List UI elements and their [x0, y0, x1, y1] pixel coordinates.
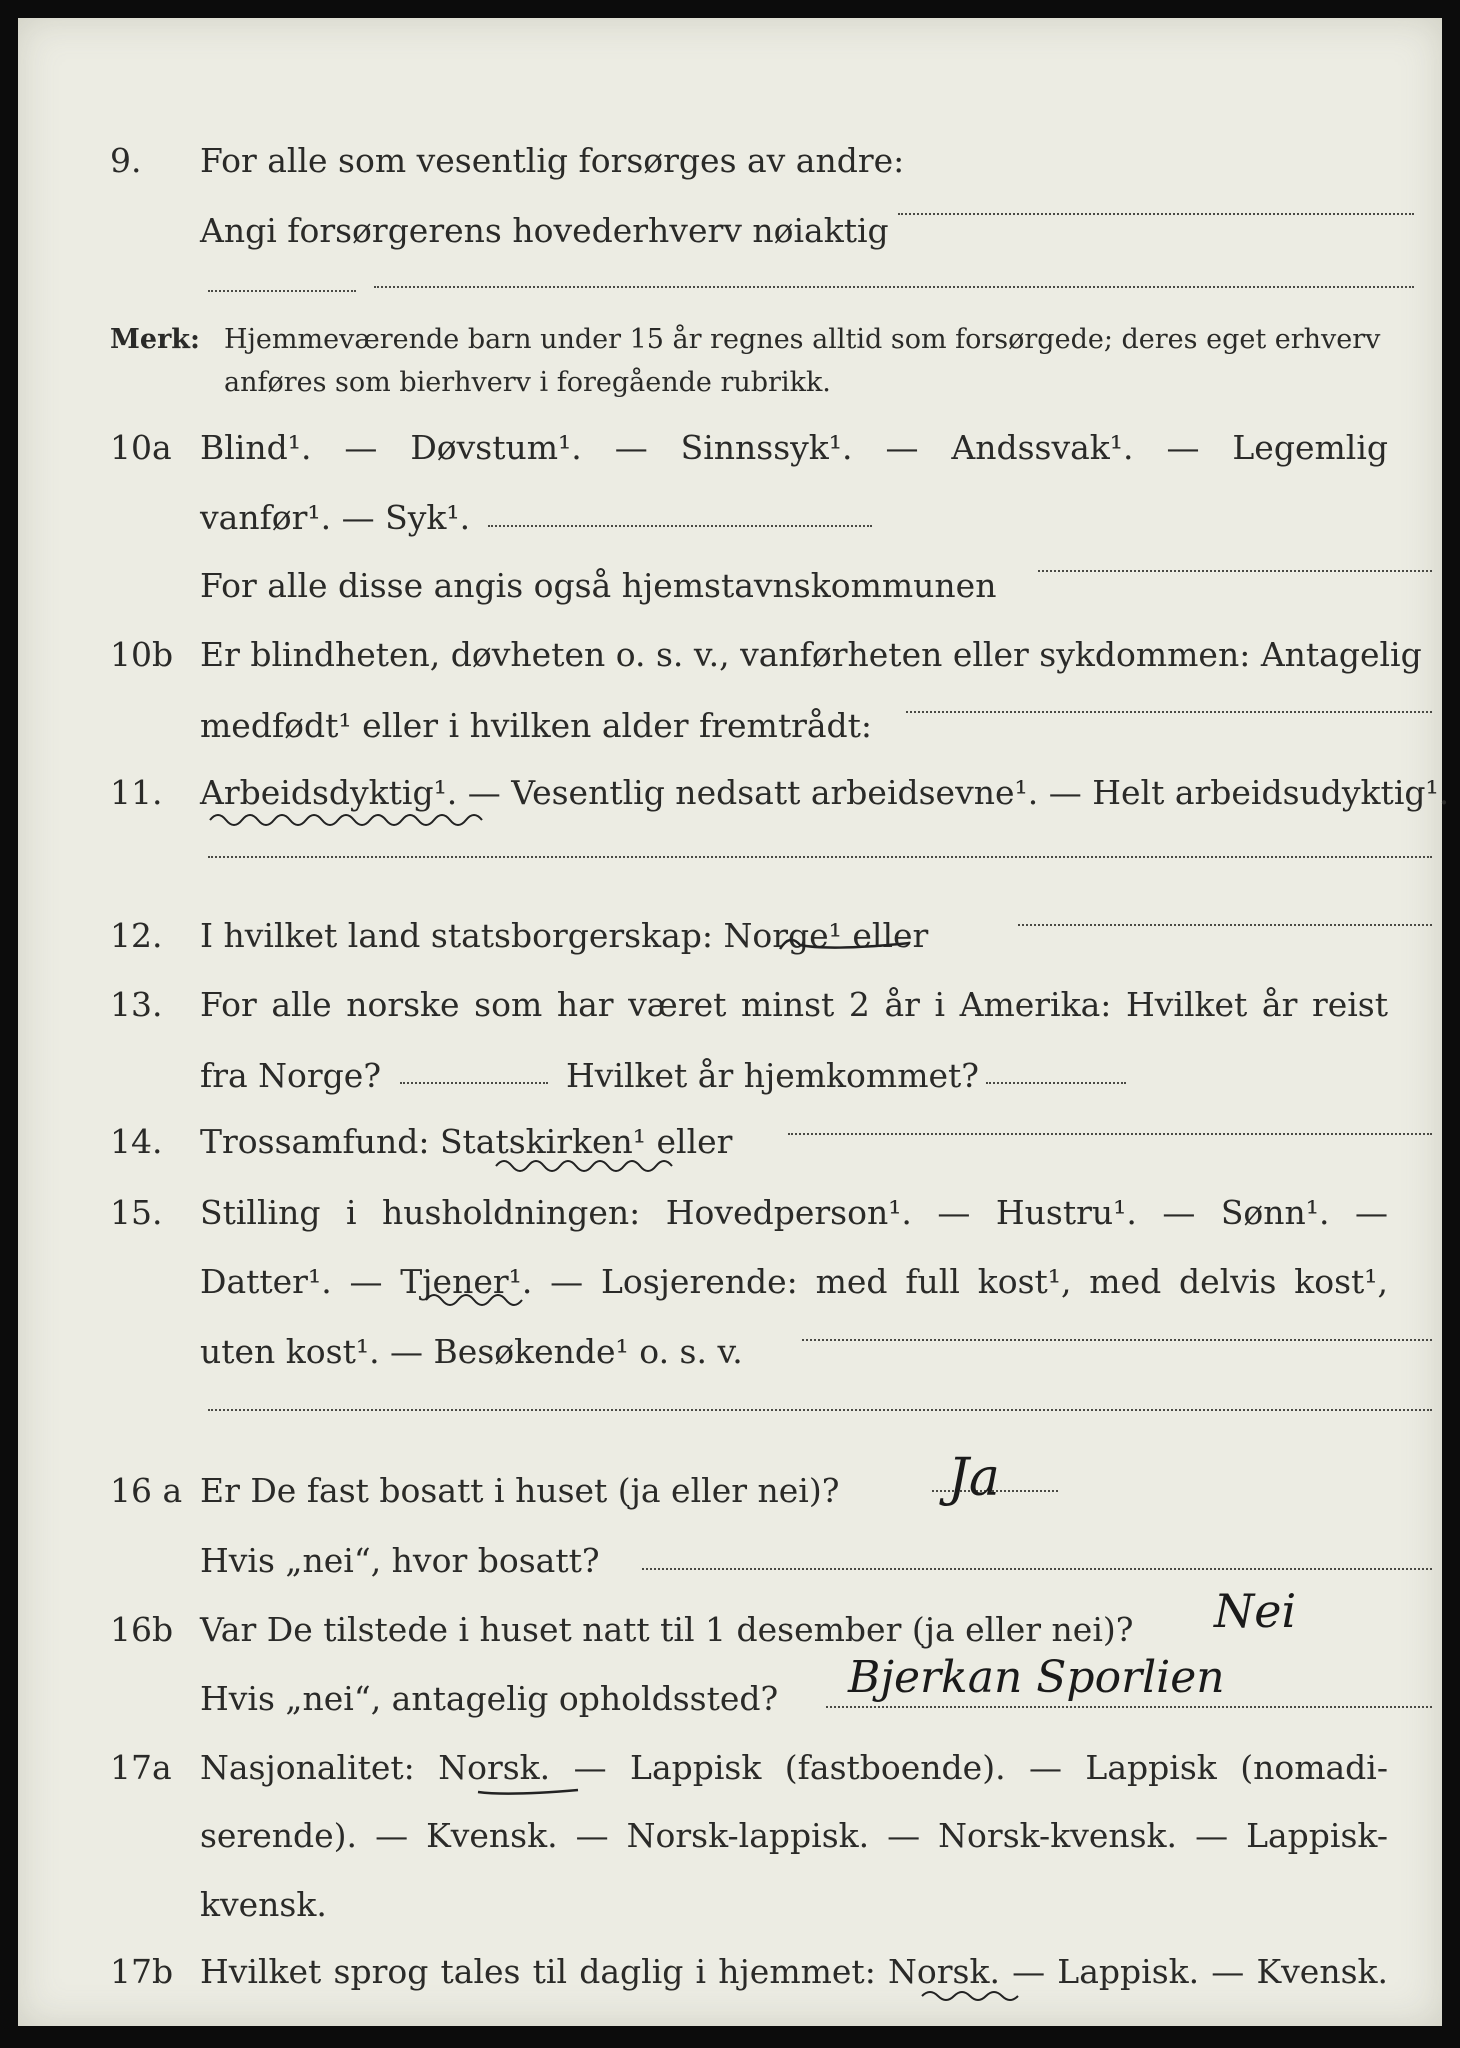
question-text: Datter¹. — Tjener¹. — Losjerende: med full kost¹, med delvis kost¹, — [200, 1262, 1388, 1301]
question-17a-line-2 — [18, 1811, 1442, 1861]
question-12 — [18, 911, 1442, 961]
question-10a-line-2 — [18, 493, 1442, 543]
question-16a — [18, 1466, 1442, 1516]
question-number: 13. — [110, 985, 163, 1024]
question-text: Nasjonalitet: Norsk. — Lappisk (fastboende). — Lappisk (nomadi- — [200, 1748, 1388, 1787]
census-form-page — [18, 18, 1450, 2026]
question-14 — [18, 1117, 1442, 1167]
question-text: Er blindheten, døvheten o. s. v., vanførheten eller sykdommen: Antagelig — [200, 635, 1422, 674]
underline-mark — [208, 808, 498, 832]
question-text: Angi forsørgerens hovederhverv nøiaktig — [200, 211, 889, 250]
note-text: anføres som bierhverv i foregående rubrikk. — [224, 367, 831, 398]
question-text: I hvilket land statsborgerskap: Norge¹ eller — [200, 916, 929, 955]
question-17b — [18, 1947, 1442, 1997]
question-number: 14. — [110, 1122, 163, 1161]
question-text: Trossamfund: Statskirken¹ eller — [200, 1122, 733, 1161]
question-number: 15. — [110, 1193, 163, 1232]
question-text: For alle disse angis også hjemstavnskommunen — [200, 566, 997, 605]
question-text: medfødt¹ eller i hvilken alder fremtrådt: — [200, 706, 873, 745]
answer-line[interactable] — [208, 856, 1432, 858]
question-number: 16 a — [110, 1471, 183, 1510]
question-15 — [18, 1188, 1442, 1238]
question-text: vanfør¹. — Syk¹. — [200, 498, 471, 537]
question-text: fra Norge? — [200, 1056, 382, 1095]
underline-mark — [476, 1782, 588, 1802]
question-number: 16b — [110, 1610, 174, 1649]
question-13-line-2 — [18, 1051, 1442, 1101]
answer-line[interactable] — [898, 213, 1414, 215]
handwritten-answer: Nei — [1214, 1584, 1297, 1638]
question-number: 11. — [110, 773, 163, 812]
question-number: 17b — [110, 1952, 174, 1991]
question-text: Var De tilstede i huset natt til 1 desember (ja eller nei)? — [200, 1610, 1134, 1649]
underline-mark — [424, 1288, 534, 1312]
question-10a — [18, 423, 1442, 473]
question-16a-line-2 — [18, 1536, 1442, 1586]
answer-line[interactable] — [788, 1133, 1432, 1135]
answer-line[interactable] — [488, 525, 872, 527]
question-number: 10b — [110, 635, 174, 674]
question-text: For alle norske som har været minst 2 år i Amerika: Hvilket år reist — [200, 985, 1388, 1024]
answer-line[interactable] — [906, 711, 1432, 713]
question-text: Er De fast bosatt i huset (ja eller nei)? — [200, 1471, 840, 1510]
answer-line[interactable] — [400, 1082, 548, 1084]
answer-line[interactable] — [802, 1339, 1432, 1341]
question-17a — [18, 1743, 1442, 1793]
question-text: serende). — Kvensk. — Norsk-lappisk. — Norsk-kvensk. — Lappisk- — [200, 1816, 1388, 1855]
question-17a-line-3 — [18, 1880, 1442, 1930]
question-10a-line-3 — [18, 561, 1442, 611]
question-text: Hvilket år hjemkommet? — [566, 1056, 979, 1095]
handwritten-answer: Bjerkan Sporlien — [848, 1652, 1225, 1703]
underline-mark — [920, 1986, 1032, 2006]
question-text: For alle som vesentlig forsørges av andre: — [200, 141, 905, 180]
question-number: 10a — [110, 428, 172, 467]
question-15-line-3 — [18, 1327, 1442, 1377]
underline-mark — [778, 931, 918, 955]
answer-line[interactable] — [642, 1568, 1432, 1570]
question-text: Hvis „nei“, antagelig opholdssted? — [200, 1679, 779, 1718]
question-text: Blind¹. — Døvstum¹. — Sinnssyk¹. — Andssvak¹. — Legemlig — [200, 428, 1388, 467]
question-number: 12. — [110, 916, 163, 955]
question-text: Stilling i husholdningen: Hovedperson¹. — Hustru¹. — Sønn¹. — — [200, 1193, 1388, 1232]
note-label: Merk: — [110, 324, 200, 355]
answer-line[interactable] — [826, 1706, 1432, 1708]
question-16b-line-2 — [18, 1674, 1442, 1724]
question-13 — [18, 980, 1442, 1030]
question-text: Hvis „nei“, hvor bosatt? — [200, 1541, 600, 1580]
question-text: Arbeidsdyktig¹. — Vesentlig nedsatt arbeidsevne¹. — Helt arbeidsudyktig¹. — [200, 773, 1450, 812]
answer-line[interactable] — [208, 290, 356, 292]
note-text: Hjemmeværende barn under 15 år regnes alltid som forsørgede; deres eget erhverv — [224, 324, 1381, 355]
answer-line[interactable] — [986, 1082, 1126, 1084]
question-text: uten kost¹. — Besøkende¹ o. s. v. — [200, 1332, 743, 1371]
question-15-line-2 — [18, 1257, 1442, 1307]
handwritten-answer: Ja — [948, 1448, 1000, 1508]
underline-mark — [494, 1154, 694, 1178]
question-text: Hvilket sprog tales til daglig i hjemmet: Norsk. — Lappisk. — Kvensk. — [200, 1952, 1388, 1991]
question-9 — [18, 136, 1442, 186]
question-number: 9. — [110, 141, 142, 180]
question-number: 17a — [110, 1748, 172, 1787]
question-10b — [18, 630, 1442, 680]
answer-line[interactable] — [1018, 924, 1432, 926]
answer-line[interactable] — [374, 286, 1414, 288]
note-line-2 — [18, 358, 1442, 408]
answer-line[interactable] — [208, 1409, 1432, 1411]
question-10b-line-2 — [18, 701, 1442, 751]
answer-line[interactable] — [1038, 570, 1432, 572]
question-text: kvensk. — [200, 1885, 327, 1924]
